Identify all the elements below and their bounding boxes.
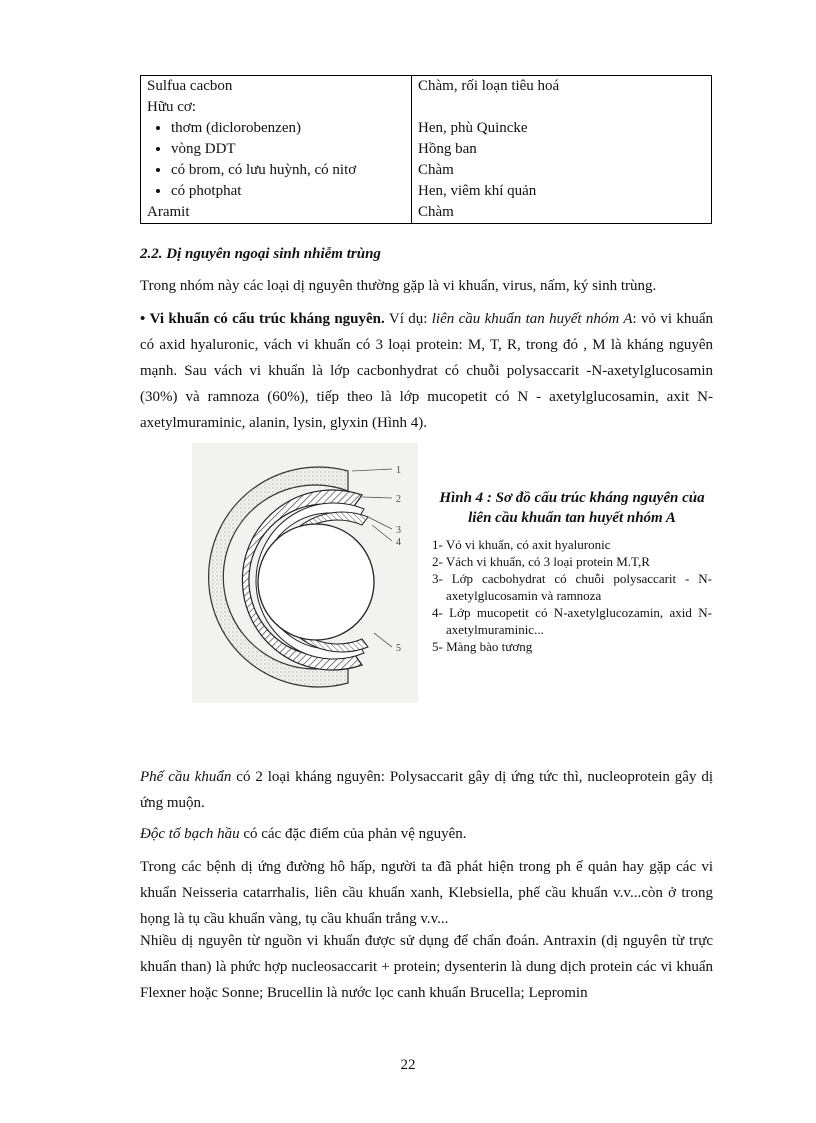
italic-term: liên cầu khuẩn tan huyết nhóm A <box>431 311 633 327</box>
paragraph-diagnosis: Nhiều dị nguyên từ nguồn vi khuẩn được sử dụng để chẩn đoán. Antraxin (dị nguyên từ trực khuẩn than) là phức hợp nucleosaccarit + protein; dysenterin là dung dịch protein các vi khuẩn Flexner hoặc Sonne; Brucellin là nước lọc canh khuẩn Brucella; Lepromin <box>140 933 713 1001</box>
cytoplasm-circle <box>258 524 374 640</box>
figure-label-1: 1 <box>396 465 401 476</box>
bullet-mark: • <box>140 311 146 327</box>
figure-title: Hình 4 : Sơ đồ cấu trúc kháng nguyên của liên cầu khuẩn tan huyết nhóm A <box>439 490 705 526</box>
paragraph-bacteria <box>140 306 713 436</box>
italic-term: Phế cầu khuẩn <box>140 769 232 785</box>
lead-text: Ví dụ: <box>388 311 428 327</box>
list-item: • có photphat <box>171 181 411 202</box>
figure-label-3: 3 <box>396 525 401 536</box>
table-text: Hen, viêm khí quản <box>418 183 537 199</box>
legend-item: 2- Vách vi khuẩn, có 3 loại protein M.T,R <box>432 554 650 569</box>
legend-item: 3- Lớp cacbohydrat có chuỗi polysaccarit - N-axetylglucosamin và ramnoza <box>432 571 712 603</box>
allergen-table <box>140 75 712 224</box>
bold-lead: Vi khuẩn có cấu trúc kháng nguyên. <box>149 311 385 327</box>
table-cell-left <box>141 76 412 224</box>
table-text: Chàm, rối loạn tiêu hoá <box>418 78 560 94</box>
figure-caption <box>432 488 712 655</box>
page-number: 22 <box>400 1057 416 1073</box>
paragraph-text: có 2 loại kháng nguyên: Polysaccarit gây dị ứng tức thì, nucleoprotein gây dị ứng muộn. <box>140 769 713 811</box>
italic-term: Độc tố bạch hầu <box>140 826 240 842</box>
table-row <box>141 76 712 224</box>
paragraph-pneumococcus <box>140 764 713 816</box>
figure-4-diagram <box>192 443 418 703</box>
paragraph-respiratory: Trong các bệnh dị ứng đường hô hấp, người ta đã phát hiện trong ph ế quản hay gặp các vi khuẩn Neisseria catarrhalis, liên cầu khuẩn xanh, Klebsiella, phế cầu khuẩn v.v...còn ở trong họng là tụ cầu khuẩn vàng, tụ cầu khuẩn trắng v.v... <box>140 859 713 927</box>
paragraph-diphtheria <box>140 821 713 847</box>
paragraph-intro: Trong nhóm này các loại dị nguyên thường gặp là vi khuẩn, virus, nấm, ký sinh trùng. <box>140 278 657 294</box>
table-text: Hen, phù Quincke <box>418 120 528 136</box>
table-text <box>418 97 711 118</box>
table-text: Hồng ban <box>418 141 477 157</box>
table-text: Aramit <box>147 204 190 220</box>
section-heading: 2.2. Dị nguyên ngoại sinh nhiễm trùng <box>140 246 381 262</box>
table-text: Sulfua cacbon <box>147 78 233 94</box>
figure-legend <box>432 536 712 655</box>
legend-item: 1- Vỏ vi khuẩn, có axit hyaluronic <box>432 537 611 552</box>
list-item: • có brom, có lưu huỳnh, có nitơ <box>171 160 411 181</box>
cell-wall-diagram <box>192 443 418 703</box>
paragraph-text: : vỏ vi khuẩn có axid hyaluronic, vách vi khuẩn có 3 loại protein: M, T, R, trong đó , M là kháng nguyên mạnh. Sau vách vi khuẩn là lớp cacbonhydrat có chuỗi polysaccarit -N-axetylglucosamin (30%) và ramnoza (60%), tiếp theo là lớp mucopetit có N - axetylglucosamin, axit N-axetylmuraminic, alanin, lysin, glyxin (Hình 4). <box>140 311 714 431</box>
figure-label-5: 5 <box>396 643 401 654</box>
legend-item: 4- Lớp mucopetit có N-axetylglucozamin, axid N-axetylmuraminic... <box>432 605 712 637</box>
list-item: • vòng DDT <box>171 139 411 160</box>
table-cell-right <box>412 76 712 224</box>
paragraph-text: có các đặc điểm của phản vệ nguyên. <box>239 826 467 842</box>
figure-label-4: 4 <box>396 537 401 548</box>
table-list <box>147 118 411 202</box>
table-text: Chàm <box>418 204 454 220</box>
figure-label-2: 2 <box>396 494 401 505</box>
table-text: Chàm <box>418 162 454 178</box>
legend-item: 5- Màng bào tương <box>432 639 533 654</box>
list-item: • thơm (diclorobenzen) <box>171 118 411 139</box>
table-text: Hữu cơ: <box>147 99 196 115</box>
